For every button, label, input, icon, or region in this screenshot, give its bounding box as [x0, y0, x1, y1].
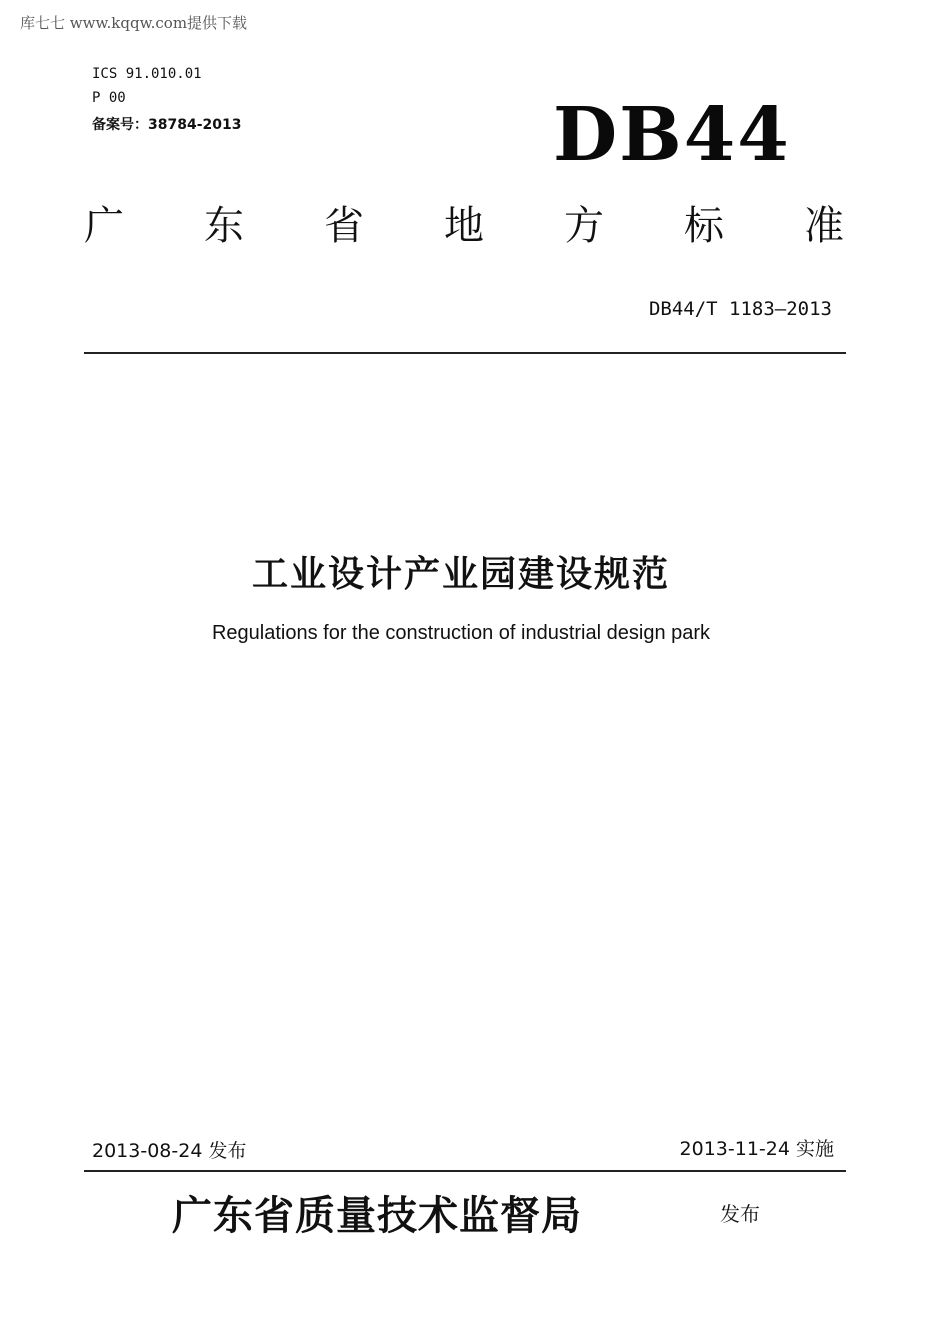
standard-code: DB44/T 1183—2013	[648, 298, 832, 320]
standard-type-char: 东	[204, 203, 244, 249]
standard-type-heading	[84, 203, 844, 249]
top-divider	[84, 352, 846, 354]
standard-type-char: 方	[564, 203, 604, 249]
standard-type-char: 广	[84, 203, 124, 249]
standard-type-char: 准	[804, 203, 844, 249]
classification-code: P 00	[92, 90, 126, 106]
document-title-en: Regulations for the construction of industrial design park	[211, 622, 711, 644]
issue-label: 发布	[720, 1202, 760, 1226]
bottom-divider	[84, 1170, 846, 1172]
standard-type-char: 地	[444, 203, 484, 249]
record-number: 备案号：38784-2013	[92, 117, 242, 133]
watermark-text: 库七七 www.kqqw.com提供下载	[20, 14, 248, 32]
standard-type-char: 省	[324, 203, 364, 249]
db44-logo: DB44	[553, 92, 791, 178]
standard-type-char: 标	[684, 203, 724, 249]
ics-code: ICS 91.010.01	[92, 66, 202, 82]
implement-date: 2013-11-24 实施	[679, 1138, 834, 1160]
document-title-zh: 工业设计产业园建设规范	[251, 554, 670, 595]
issuing-authority: 广东省质量技术监督局	[172, 1192, 582, 1239]
publish-date: 2013-08-24 发布	[92, 1140, 247, 1162]
